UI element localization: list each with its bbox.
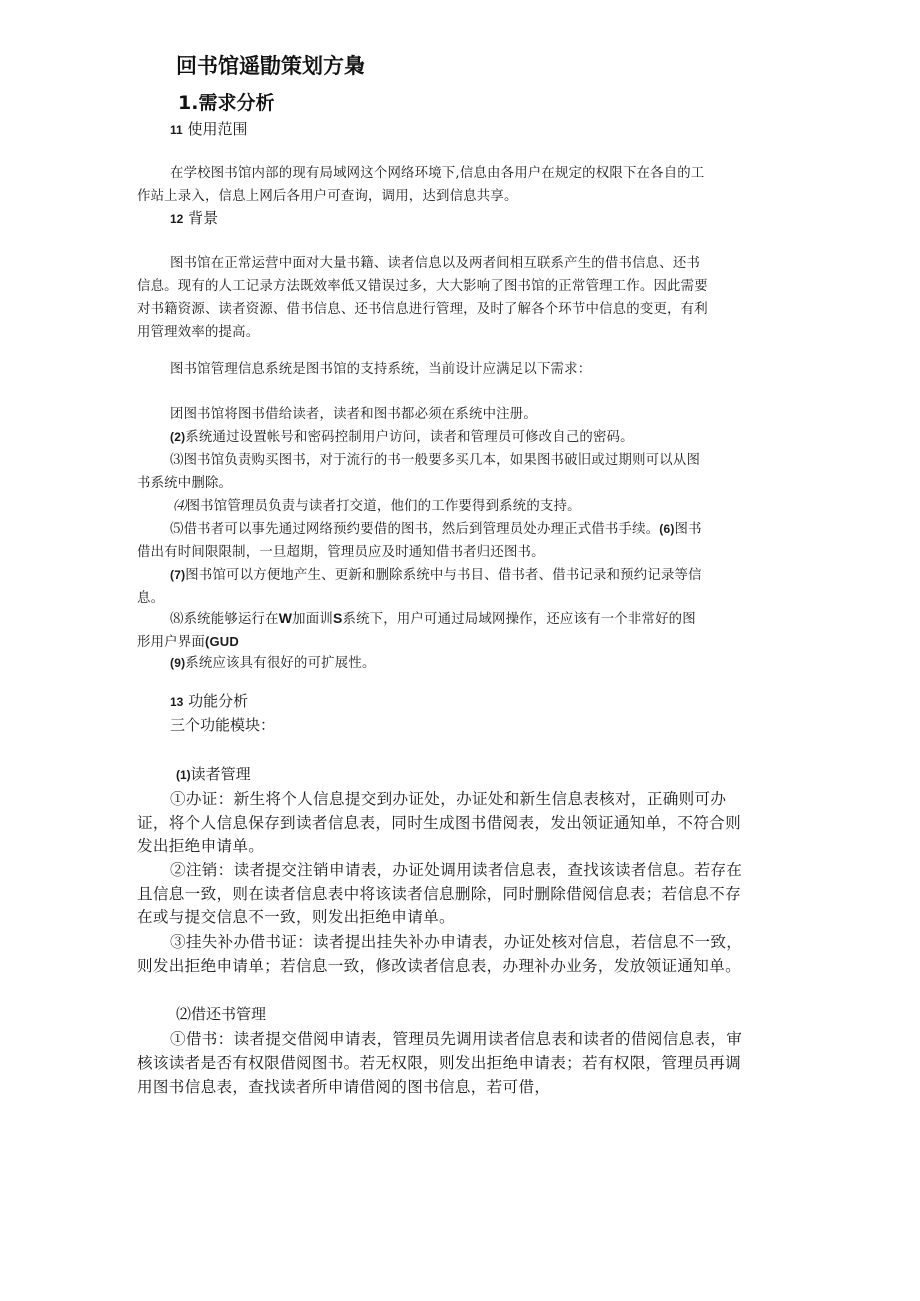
item-number: (1) (176, 768, 191, 782)
subsection-number: 11 (170, 123, 183, 137)
subsection-number: 12 (170, 212, 184, 226)
module-heading-borrow: ⑵借还书管理 (176, 1005, 267, 1023)
item-number: (6) (659, 522, 675, 536)
document-title: 回书馆遥勖策划方梟 (176, 54, 365, 78)
item-text: 图书馆管理员负责与读者打交道，他们的工作要得到系统的支持。 (186, 499, 581, 514)
requirement-item (170, 652, 376, 671)
paragraph-line: 发出拒绝申请单。 (137, 837, 265, 855)
item-number: (7) (170, 568, 186, 582)
requirement-item (170, 518, 702, 537)
paragraph-line: 信息。现有的人工记录方法既效率低又错误过多，大大影响了图书馆的正常管理工作。因此需要 (137, 279, 708, 294)
requirement-item-continued: 书系统中删除。 (137, 476, 233, 491)
subsection-heading-1-3 (170, 690, 248, 711)
paragraph-line: 三个功能模块： (170, 716, 276, 734)
paragraph-line: ①办证：新生将个人信息提交到办证处，办证处和新生信息表核对，正确则可办 (170, 790, 727, 808)
paragraph-line: 图书馆管理信息系统是图书馆的支持系统，当前设计应满足以下需求： (170, 362, 592, 377)
item-text-bold: S (332, 610, 343, 626)
subsection-heading-1-1 (170, 118, 247, 139)
paragraph-line: ②注销：读者提交注销申请表，办证处调用读者信息表，查找该读者信息。若存在 (170, 861, 743, 879)
item-text: 图书馆可以方便地产生、更新和删除系统中与书目、借书者、借书记录和预约记录等信 (185, 568, 702, 583)
subsection-label: 使用范围 (187, 120, 248, 138)
item-text: 系统应该具有很好的可扩展性。 (185, 656, 376, 671)
item-text: 形用户界面 (137, 635, 205, 650)
requirement-item (170, 608, 696, 627)
paragraph-line: 则发出拒绝申请单；若信息一致，修改读者信息表，办理补办业务，发放领证通知单。 (137, 957, 741, 975)
requirement-item-continued: 息。 (137, 591, 165, 606)
requirement-item: 团图书馆将图书借给读者，读者和图书都必须在系统中注册。 (170, 407, 537, 422)
item-number: ⑷ (173, 499, 187, 514)
paragraph-line: ③挂失补办借书证：读者提出挂失补办申请表，办证处核对信息，若信息不一致， (170, 933, 743, 951)
item-number: (2) (170, 430, 186, 444)
paragraph-line: 用图书信息表，查找读者所申请借阅的图书信息，若可借， (137, 1078, 551, 1096)
paragraph-line: 在或与提交信息不一致，则发出拒绝申请单。 (137, 908, 455, 926)
paragraph-line: 作站上录入，信息上网后各用户可查询，调用，达到信息共享。 (137, 189, 518, 204)
subsection-label: 背景 (188, 209, 219, 227)
subsection-heading-1-2 (170, 207, 218, 228)
module-label: 读者管理 (190, 765, 251, 783)
item-text: 图书 (674, 522, 702, 537)
requirement-item (170, 564, 702, 583)
item-text-bold: W (278, 610, 293, 626)
paragraph-line: 且信息一致，则在读者信息表中将该读者信息删除，同时删除借阅信息表；若信息不存 (137, 885, 741, 903)
item-text: 系统下，用户可通过局域网操作，还应该有一个非常好的图 (342, 612, 696, 627)
requirement-item-continued (137, 631, 239, 650)
paragraph-line: 对书籍资源、读者资源、借书信息、还书信息进行管理，及时了解各个环节中信息的变更，有利 (137, 302, 708, 317)
paragraph-line: 在学校图书馆内部的现有局域网这个网络环境下,信息由各用户在规定的权限下在各自的工 (170, 166, 705, 181)
section-heading-1: 1.需求分析 (178, 92, 275, 114)
paragraph-line: ①借书：读者提交借阅申请表，管理员先调用读者信息表和读者的借阅信息表，审 (170, 1030, 743, 1048)
paragraph-line: 用管理效率的提高。 (137, 325, 260, 340)
item-text: ⑻系统能够运行在 (170, 612, 279, 627)
module-heading-reader (176, 763, 251, 784)
item-text: ⑸借书者可以事先通过网络预约要借的图书，然后到管理员处办理正式借书手续。 (170, 522, 660, 537)
paragraph-line: 图书馆在正常运营中面对大量书籍、读者信息以及两者间相互联系产生的借书信息、还书 (170, 256, 701, 271)
requirement-item (170, 426, 634, 445)
subsection-number: 13 (170, 695, 184, 709)
subsection-label: 功能分析 (188, 692, 249, 710)
paragraph-line: 核该读者是否有权限借阅图书。若无权限，则发出拒绝申请表；若有权限，管理员再调 (137, 1054, 741, 1072)
paragraph-line: 证，将个人信息保存到读者信息表，同时生成图书借阅表，发出领证通知单，不符合则 (137, 814, 741, 832)
requirement-item: ⑶图书馆负责购买图书，对于流行的书一般要多买几本，如果图书破旧或过期则可以从图 (170, 453, 701, 468)
item-text: 加面训 (292, 612, 333, 627)
item-text: 系统通过设置帐号和密码控制用户访问，读者和管理员可修改自己的密码。 (185, 430, 634, 445)
item-text-bold: (GUD (204, 634, 239, 649)
requirement-item-continued: 借出有时间限限制，一旦超期，管理员应及时通知借书者归还图书。 (137, 545, 545, 560)
requirement-item (173, 495, 581, 514)
item-number: (9) (170, 656, 186, 670)
